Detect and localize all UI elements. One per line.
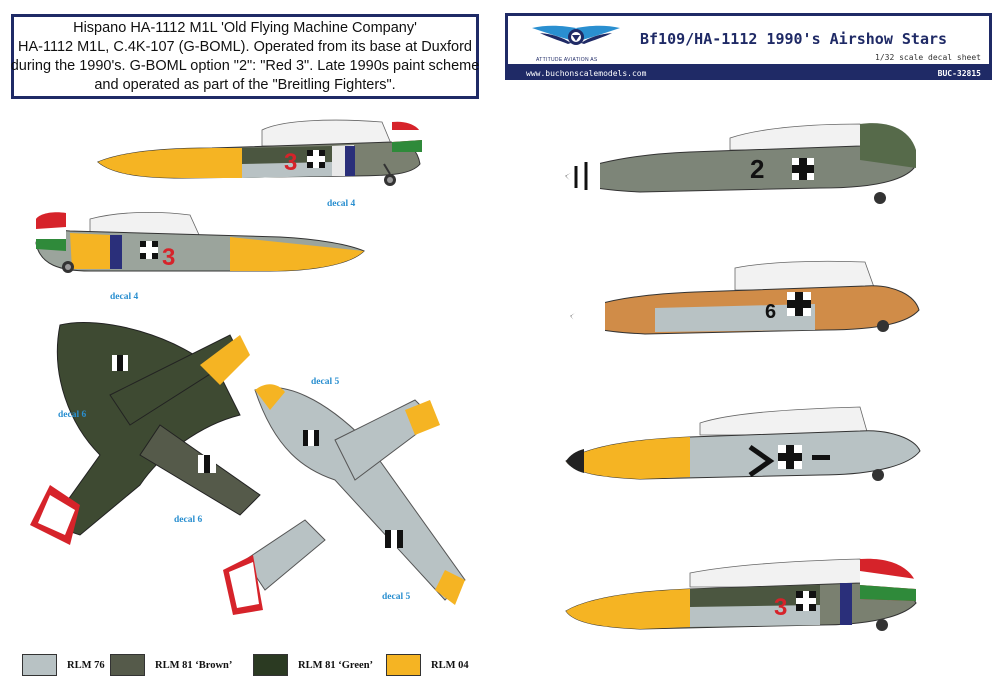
decal-callout: decal 4	[327, 199, 356, 209]
description-line: HA-1112 M1L, C.4K-107 (G-BOML). Operated from its base at Duxford	[18, 38, 472, 55]
eagle-logo-icon	[530, 20, 622, 58]
legend-item-rlm81-green	[253, 654, 373, 676]
decal-callout: decal 5	[382, 592, 411, 602]
decal-callout: decal 6	[58, 410, 87, 420]
decal-callout: decal 5	[311, 377, 340, 387]
sheet-header	[505, 13, 992, 80]
brand-name: ATTITUDE AVIATION AS	[536, 57, 598, 63]
profile-black2	[560, 110, 930, 210]
color-swatch	[110, 654, 145, 676]
scheme-description-box	[11, 14, 479, 99]
scale-subtitle: 1/32 scale decal sheet	[875, 53, 981, 62]
legend-label: RLM 81 ‘Brown’	[155, 659, 233, 671]
aircraft-number: 2	[750, 154, 765, 184]
legend-label: RLM 04	[431, 659, 469, 671]
legend-item-rlm76	[22, 654, 105, 676]
aircraft-number: 6	[765, 301, 777, 323]
color-swatch	[22, 654, 57, 676]
profile-red3-right	[560, 555, 930, 640]
profile-red3-starboard	[92, 112, 432, 192]
decal-callout: decal 6	[174, 515, 203, 525]
aircraft-number: 3	[284, 149, 298, 176]
color-swatch	[253, 654, 288, 676]
profile-chevron	[560, 405, 930, 500]
legend-label: RLM 81 ‘Green’	[298, 659, 374, 671]
legend-item-rlm81-brown	[110, 654, 232, 676]
legend-item-rlm04	[386, 654, 469, 676]
profile-red3-port	[30, 205, 370, 285]
header-footer-bar	[508, 64, 989, 77]
color-swatch	[386, 654, 421, 676]
profile-black6	[565, 260, 930, 340]
description-line: Hispano HA-1112 M1L 'Old Flying Machine Company'	[73, 19, 417, 36]
aircraft-number: 3	[774, 594, 788, 621]
aircraft-number: 3	[162, 244, 176, 271]
decal-callout: decal 4	[110, 292, 139, 302]
sheet-title: Bf109/HA-1112 1990's Airshow Stars	[640, 30, 948, 48]
product-code: BUC-32815	[937, 69, 981, 78]
underside-view	[215, 380, 475, 620]
website-url: www.buchonscalemodels.com	[526, 69, 647, 78]
description-line: during the 1990's. G-BOML option "2": "Red 3". Late 1990s paint scheme	[10, 57, 480, 74]
legend-label: RLM 76	[67, 659, 105, 671]
description-line: and operated as part of the "Breitling Fighters".	[94, 76, 396, 93]
